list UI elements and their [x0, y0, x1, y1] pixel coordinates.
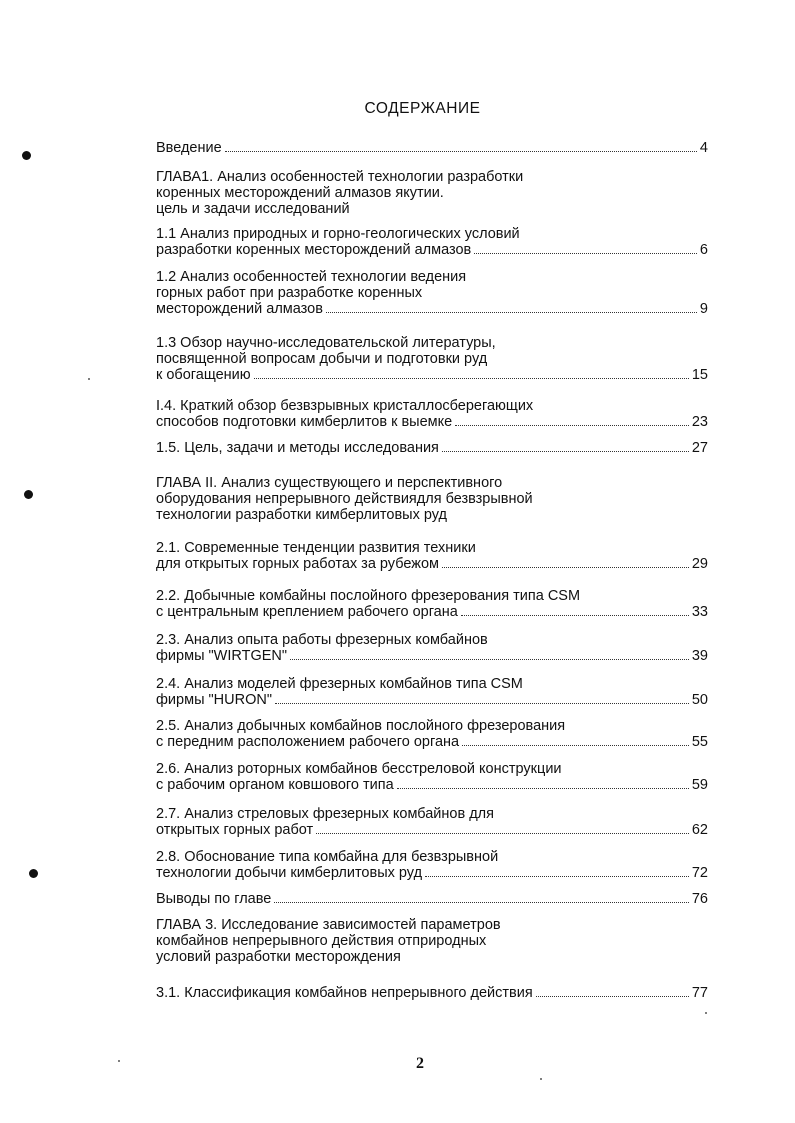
dot-leader	[274, 901, 689, 903]
toc-entry	[156, 761, 708, 793]
scan-speck	[118, 1060, 120, 1062]
toc-entry	[156, 440, 708, 456]
toc-entry-line	[156, 822, 708, 838]
toc-entry	[156, 335, 708, 383]
toc-page-number: 6	[699, 242, 708, 258]
toc-entry	[156, 718, 708, 750]
toc-page-number: 9	[699, 301, 708, 317]
punch-hole-mark	[29, 869, 38, 878]
toc-entry-line	[156, 985, 708, 1001]
toc-chapter-heading	[156, 475, 708, 523]
toc-entry	[156, 140, 708, 156]
toc-entry	[156, 588, 708, 620]
toc-chapter-heading	[156, 169, 708, 217]
scan-speck	[705, 1012, 707, 1014]
toc-entry-text: 2.3. Анализ опыта работы фрезерных комбайнов	[156, 632, 488, 648]
toc-entry-text: фирмы "WIRTGEN"	[156, 648, 288, 664]
toc-entry-text: условий разработки месторождения	[156, 949, 401, 965]
dot-leader	[462, 744, 689, 746]
toc-entry	[156, 806, 708, 838]
dot-leader	[442, 450, 689, 452]
dot-leader	[316, 832, 689, 834]
dot-leader	[290, 658, 689, 660]
toc-page-number: 62	[691, 822, 708, 838]
toc-entry-text: 2.4. Анализ моделей фрезерных комбайнов типа CSM	[156, 676, 523, 692]
dot-leader	[536, 995, 689, 997]
toc-entry-text: технологии добычи кимберлитовых руд	[156, 865, 423, 881]
toc-entry	[156, 676, 708, 708]
toc-entry-line	[156, 414, 708, 430]
toc-entry-line	[156, 301, 708, 317]
toc-entry	[156, 226, 708, 258]
dot-leader	[474, 252, 697, 254]
toc-entry-text: 2.7. Анализ стреловых фрезерных комбайнов для	[156, 806, 494, 822]
dot-leader	[254, 377, 689, 379]
toc-entry-line	[156, 865, 708, 881]
toc-page-number: 15	[691, 367, 708, 383]
toc-entry-text: технологии разработки кимберлитовых руд	[156, 507, 447, 523]
toc-entry-line	[156, 648, 708, 664]
toc-entry	[156, 985, 708, 1001]
toc-entry-line	[156, 367, 708, 383]
toc-page-number: 4	[699, 140, 708, 156]
dot-leader	[425, 875, 689, 877]
toc-entry	[156, 632, 708, 664]
toc-entry-line	[156, 604, 708, 620]
toc-entry-text: 1.2 Анализ особенностей технологии ведения	[156, 269, 467, 285]
toc-page-number: 27	[691, 440, 708, 456]
punch-hole-mark	[22, 151, 31, 160]
dot-leader	[225, 150, 697, 152]
toc-entry-text: 2.1. Современные тенденции развития техники	[156, 540, 476, 556]
toc-entry-text: 1.3 Обзор научно-исследовательской литературы,	[156, 335, 496, 351]
toc-entry-text: 3.1. Классификация комбайнов непрерывного действия	[156, 985, 533, 1001]
page-title: СОДЕРЖАНИЕ	[364, 100, 481, 117]
toc-entry-line	[156, 891, 708, 907]
toc-entry-text: способов подготовки кимберлитов к выемке	[156, 414, 453, 430]
toc-entry-line	[156, 734, 708, 750]
toc-entry	[156, 891, 708, 907]
toc-page-number: 77	[691, 985, 708, 1001]
dot-leader	[461, 614, 689, 616]
toc-entry-text: с центральным креплением рабочего органа	[156, 604, 458, 620]
toc-page-number: 23	[691, 414, 708, 430]
toc-entry-text: с рабочим органом ковшового типа	[156, 777, 394, 793]
toc-entry-text: 2.8. Обоснование типа комбайна для безвзрывной	[156, 849, 499, 865]
dot-leader	[442, 566, 689, 568]
dot-leader	[397, 787, 689, 789]
toc-entry-line	[156, 242, 708, 258]
toc-entry-text: с передним расположением рабочего органа	[156, 734, 460, 750]
toc-entry	[156, 269, 708, 317]
toc-entry-text: для открытых горных работах за рубежом	[156, 556, 439, 572]
toc-entry-text: 1.5. Цель, задачи и методы исследования	[156, 440, 439, 456]
toc-page-number: 39	[691, 648, 708, 664]
toc-entry-text: к обогащению	[156, 367, 251, 383]
dot-leader	[455, 424, 689, 426]
scan-speck	[88, 378, 90, 380]
punch-hole-mark	[24, 490, 33, 499]
toc-entry-text: 2.2. Добычные комбайны послойного фрезерования типа CSM	[156, 588, 581, 604]
toc-entry-line	[156, 556, 708, 572]
toc-page-number: 33	[691, 604, 708, 620]
toc-entry-text: месторождений алмазов	[156, 301, 323, 317]
toc-entry-text: комбайнов непрерывного действия отприродных	[156, 933, 487, 949]
toc-entry-text: 1.1 Анализ природных и горно-геологических условий	[156, 226, 520, 242]
toc-entry-text: горных работ при разработке коренных	[156, 285, 423, 301]
toc-page-number: 72	[691, 865, 708, 881]
toc-entry-text: оборудования непрерывного действиядля безвзрывной	[156, 491, 533, 507]
toc-page-number: 29	[691, 556, 708, 572]
toc-entry	[156, 849, 708, 881]
toc-page-number: 55	[691, 734, 708, 750]
toc-entry-text: разработки коренных месторождений алмазов	[156, 242, 472, 258]
toc-entry-line	[156, 140, 708, 156]
toc-entry-text: цель и задачи исследований	[156, 201, 350, 217]
toc-page-number: 76	[691, 891, 708, 907]
toc-entry-text: фирмы "HURON"	[156, 692, 272, 708]
toc-entry-text: коренных месторождений алмазов якутии.	[156, 185, 444, 201]
page-number: 2	[416, 1055, 424, 1072]
toc-entry-text: посвященной вопросам добычи и подготовки руд	[156, 351, 488, 367]
toc-entry-text: Введение	[156, 140, 222, 156]
toc-entry-text: ГЛАВА II. Анализ существующего и перспективного	[156, 475, 503, 491]
toc-page-number: 59	[691, 777, 708, 793]
scan-speck	[540, 1078, 542, 1080]
toc-entry-line	[156, 777, 708, 793]
toc-entry-text: 2.6. Анализ роторных комбайнов бесстреловой конструкции	[156, 761, 562, 777]
dot-leader	[275, 702, 689, 704]
dot-leader	[326, 311, 697, 313]
toc-entry-text: открытых горных работ	[156, 822, 314, 838]
toc-entry-line	[156, 692, 708, 708]
toc-entry	[156, 398, 708, 430]
toc-entry-text: ГЛАВА1. Анализ особенностей технологии разработки	[156, 169, 524, 185]
toc-entry	[156, 540, 708, 572]
toc-chapter-heading	[156, 917, 708, 965]
toc-entry-text: Выводы по главе	[156, 891, 272, 907]
toc-entry-line	[156, 440, 708, 456]
toc-entry-text: I.4. Краткий обзор безвзрывных кристаллосберегающих	[156, 398, 534, 414]
toc-entry-text: 2.5. Анализ добычных комбайнов послойного фрезерования	[156, 718, 566, 734]
toc-entry-text: ГЛАВА 3. Исследование зависимостей параметров	[156, 917, 501, 933]
toc-page-number: 50	[691, 692, 708, 708]
